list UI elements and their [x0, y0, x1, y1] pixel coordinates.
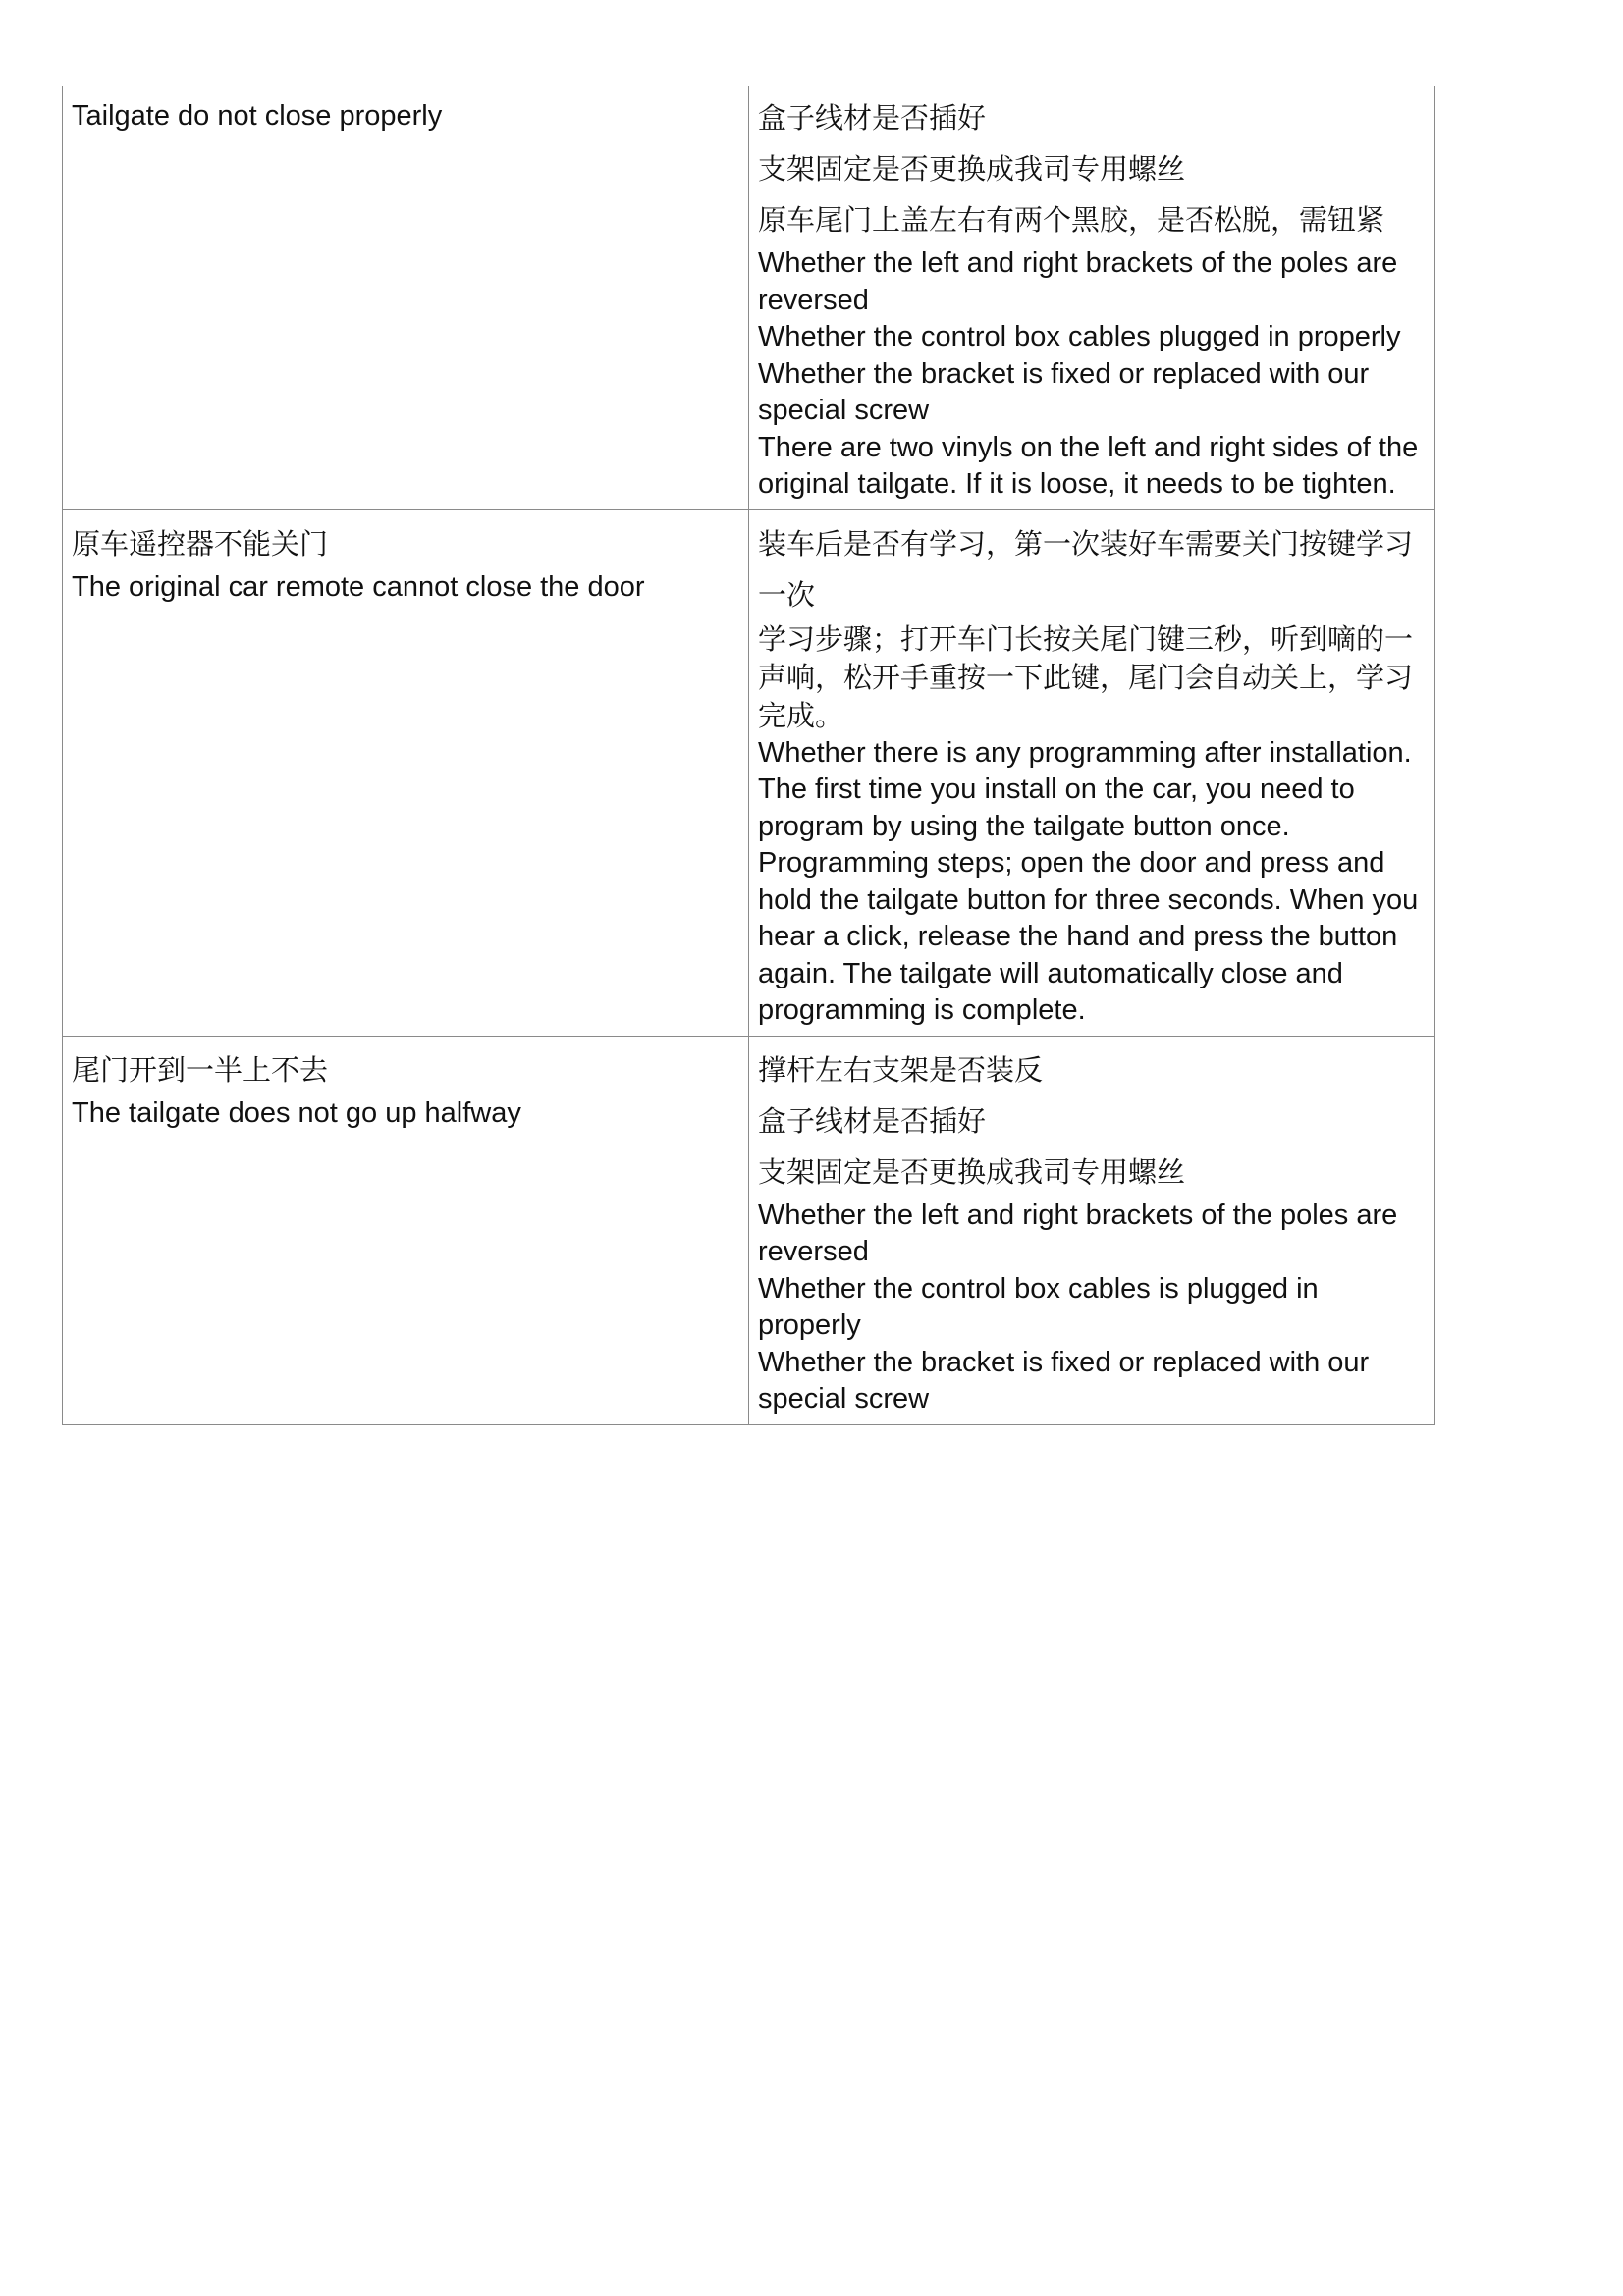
check-english: Whether the left and right brackets of the poles are reversed	[758, 247, 1398, 316]
problem-cell	[63, 86, 749, 509]
check-chinese: 撑杆左右支架是否装反	[758, 1052, 1044, 1087]
problem-english: The original car remote cannot close the door	[72, 570, 645, 603]
problem-chinese: 原车遥控器不能关门	[72, 526, 329, 561]
check-chinese: 支架固定是否更换成我司专用螺丝	[758, 1154, 1186, 1189]
check-english: Whether the bracket is fixed or replaced with our special screw	[758, 1346, 1370, 1415]
check-english: There are two vinyls on the left and right sides of the original tailgate. If it is loose, it needs to be tighten.	[758, 431, 1419, 500]
problem-cell	[63, 1036, 749, 1424]
problem-cell	[63, 509, 749, 1036]
check-english: Whether there is any programming after installation. The first time you install on the car, you need to program by using the tailgate button once.	[758, 736, 1412, 842]
problem-chinese: 尾门开到一半上不去	[72, 1052, 329, 1087]
check-chinese: 盒子线材是否插好	[758, 101, 987, 134]
table-row	[63, 1036, 1435, 1424]
check-chinese: 盒子线材是否插好	[758, 1103, 987, 1138]
troubleshooting-table	[62, 86, 1435, 1425]
check-chinese: 支架固定是否更换成我司专用螺丝	[758, 152, 1186, 186]
table-row	[63, 86, 1435, 509]
table-row	[63, 509, 1435, 1036]
check-chinese: 装车后是否有学习，第一次装好车需要关门按键学习一次	[758, 526, 1414, 612]
check-cell	[749, 86, 1435, 509]
problem-english: The tailgate does not go up halfway	[72, 1096, 521, 1129]
problem-english: Tailgate do not close properly	[72, 100, 443, 132]
check-chinese: 学习步骤；打开车门长按关尾门键三秒，听到嘀的一声响，松开手重按一下此键，尾门会自动关上，学习完成。	[758, 621, 1414, 732]
check-chinese: 原车尾门上盖左右有两个黑胶，是否松脱，需钮紧	[758, 203, 1385, 237]
check-english: Whether the left and right brackets of the poles are reversed	[758, 1199, 1398, 1267]
check-english: Whether the control box cables is plugged in properly	[758, 1272, 1319, 1341]
check-cell	[749, 509, 1435, 1036]
check-english: Programming steps; open the door and press and hold the tailgate button for three seconds. When you hear a click, release the hand and press the button again. The tailgate will automatically close and programming is complete.	[758, 847, 1419, 1026]
check-english: Whether the bracket is fixed or replaced with our special screw	[758, 357, 1370, 426]
check-english: Whether the control box cables plugged in properly	[758, 321, 1401, 352]
check-cell	[749, 1036, 1435, 1424]
